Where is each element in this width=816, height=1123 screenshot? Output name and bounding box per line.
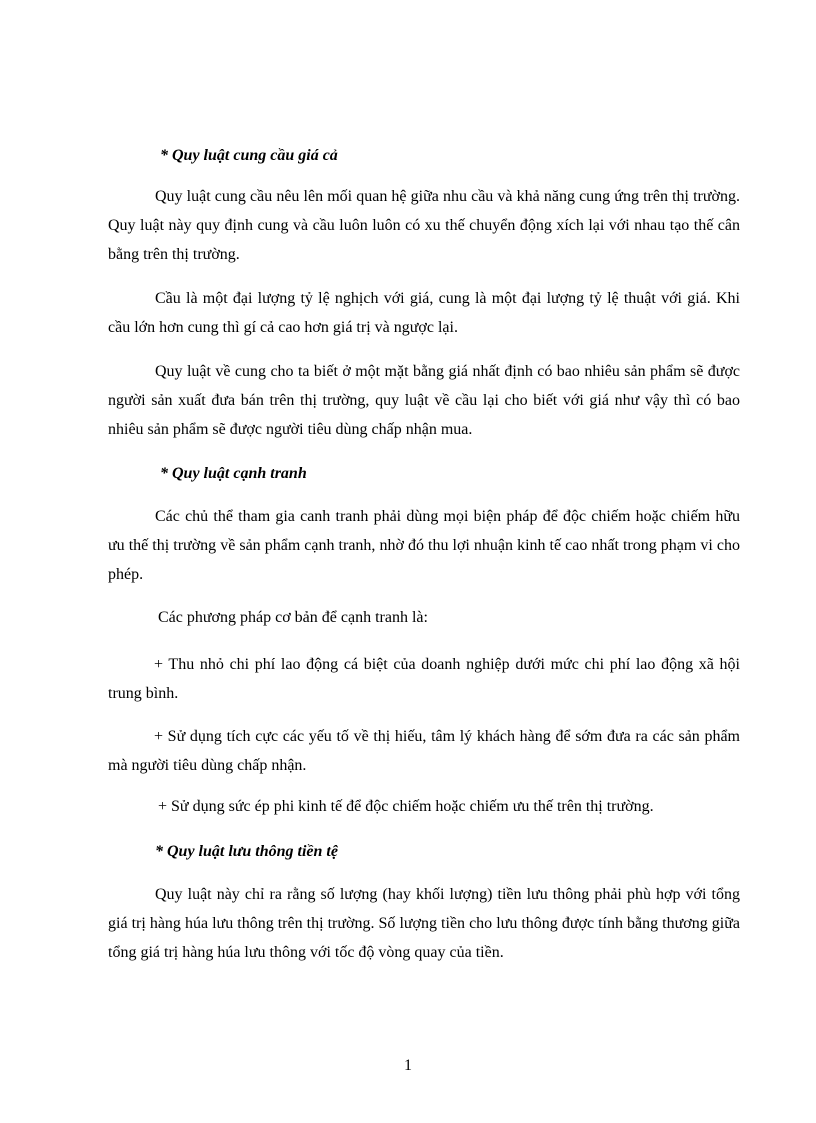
section-heading-money-circulation: * Quy luật lưu thông tiền tệ <box>155 843 338 860</box>
paragraph-competition-intro: Các chủ thể tham gia canh tranh phải dùng mọi biện pháp để độc chiếm hoặc chiếm hữu ưu thế thị trường về sản phẩm cạnh tranh, nhờ đó thu lợi nhuận kinh tế cao nhất trong phạm vi cho phép. <box>108 508 740 583</box>
page-number: 1 <box>404 1057 412 1074</box>
bullet-customer-tastes: + Sử dụng tích cực các yếu tố về thị hiếu, tâm lý khách hàng để sớm đưa ra các sản phẩm mà người tiêu dùng chấp nhận. <box>108 728 740 774</box>
paragraph-supply-demand-intro: Quy luật cung cầu nêu lên mối quan hệ giữa nhu cầu và khả năng cung ứng trên thị trường. Quy luật này quy định cung và cầu luôn luôn có xu thế chuyển động xích lại với nhau tạo thế cân bằng trên thị trường. <box>108 188 740 263</box>
paragraph-supply-law: Quy luật về cung cho ta biết ở một mặt bằng giá nhất định có bao nhiêu sản phẩm sẽ được người sản xuất đưa bán trên thị trường, quy luật về cầu lại cho biết với giá như vậy thì có bao nhiêu sản phẩm sẽ được người tiêu dùng chấp nhận mua. <box>108 363 740 438</box>
paragraph-demand-price: Cầu là một đại lượng tỷ lệ nghịch với giá, cung là một đại lượng tỷ lệ thuật với giá. Khi cầu lớn hơn cung thì gí cả cao hơn giá trị và ngược lại. <box>108 290 740 336</box>
bullet-non-economic-pressure: + Sử dụng sức ép phi kinh tế để độc chiếm hoặc chiếm ưu thế trên thị trường. <box>158 798 654 815</box>
section-heading-competition: * Quy luật cạnh tranh <box>160 465 307 482</box>
section-heading-supply-demand: * Quy luật cung cầu giá cả <box>160 147 338 164</box>
paragraph-money-circulation: Quy luật này chỉ ra rằng số lượng (hay khối lượng) tiền lưu thông phải phù hợp với tổng giá trị hàng húa lưu thông trên thị trường. Số lượng tiền cho lưu thông được tính bằng thương giữa tổng giá trị hàng húa lưu thông với tốc độ vòng quay của tiền. <box>108 886 740 961</box>
bullet-reduce-costs: + Thu nhỏ chi phí lao động cá biệt của doanh nghiệp dưới mức chi phí lao động xã hội trung bình. <box>108 656 740 702</box>
paragraph-competition-methods: Các phương pháp cơ bản để cạnh tranh là: <box>158 609 428 626</box>
